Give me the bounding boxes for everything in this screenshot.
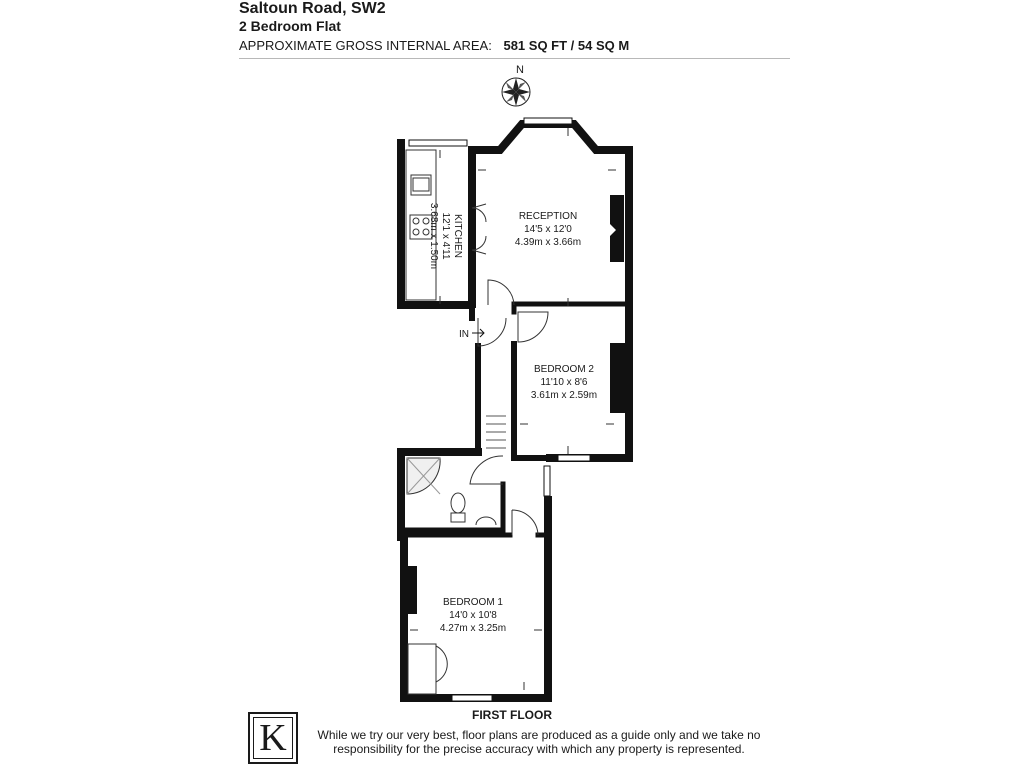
reception-metric: 4.39m x 3.66m <box>514 237 582 248</box>
bedroom2-imperial: 11'10 x 8'6 <box>540 377 588 388</box>
bedroom1-metric: 4.27m x 3.25m <box>439 623 507 634</box>
kitchen-metric: 3.68m x 1.50m <box>428 202 439 270</box>
property-title: Saltoun Road, SW2 <box>239 0 386 17</box>
compass-north-label: N <box>516 64 524 76</box>
kitchen-name: KITCHEN <box>452 214 463 258</box>
kitchen-imperial: 12'1 x 4'11 <box>440 212 451 260</box>
entrance-label: IN <box>459 329 469 340</box>
entrance-marker <box>459 329 484 340</box>
agency-logo <box>248 712 298 764</box>
disclaimer: While we try our very best, floor plans are produced as a guide only and we take no responsibility for the precise accuracy with which any property is represented. <box>317 728 761 756</box>
bathroom-fittings <box>407 458 496 525</box>
bedroom2-metric: 3.61m x 2.59m <box>530 390 598 401</box>
area-value: 581 SQ FT / 54 SQ M <box>503 38 630 53</box>
bedroom1-name: BEDROOM 1 <box>442 597 504 608</box>
area-label: APPROXIMATE GROSS INTERNAL AREA: <box>239 38 492 53</box>
logo-letter: K <box>253 717 293 759</box>
reception-imperial: 14'5 x 12'0 <box>524 224 572 235</box>
compass-icon <box>502 64 530 106</box>
reception-name: RECEPTION <box>518 211 578 222</box>
stairs <box>486 416 506 448</box>
kitchen-label <box>428 203 463 269</box>
bedroom2-label <box>531 364 597 401</box>
reception-label <box>515 211 581 248</box>
bedroom1-imperial: 14'0 x 10'8 <box>449 610 497 621</box>
property-subtitle: 2 Bedroom Flat <box>239 18 341 34</box>
bedroom1-label <box>440 597 506 634</box>
floor-label: FIRST FLOOR <box>472 708 552 722</box>
bedroom2-name: BEDROOM 2 <box>533 364 595 375</box>
